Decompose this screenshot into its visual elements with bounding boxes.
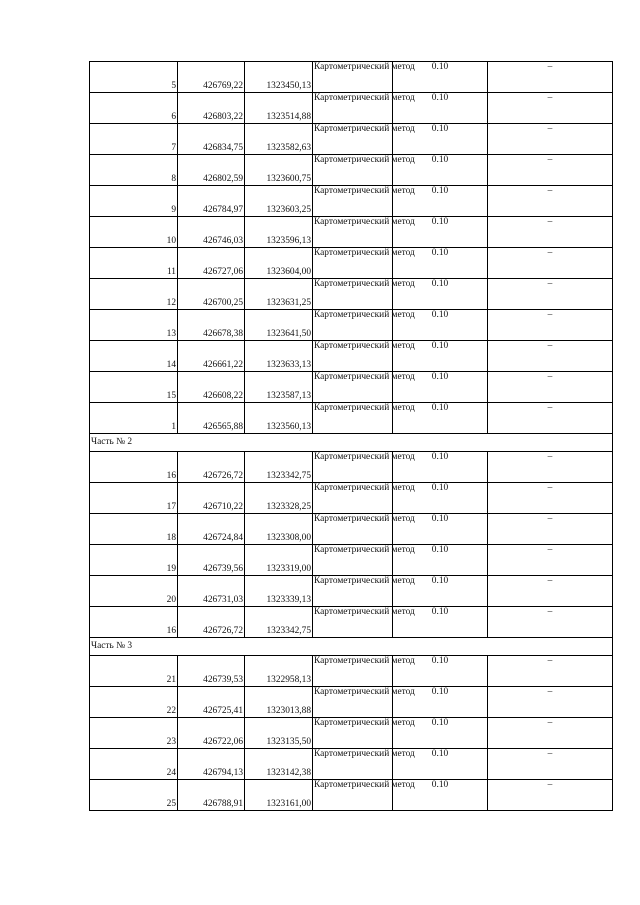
point-number: 25 [90,780,178,811]
determination-method: Картометрический метод [313,124,393,155]
point-description: – [488,310,613,341]
determination-method: Картометрический метод [313,403,393,434]
table-row [90,372,613,403]
point-description: – [488,372,613,403]
point-description: – [488,514,613,545]
table-row [90,155,613,186]
y-coordinate: 1323596,13 [245,217,313,248]
table-row [90,687,613,718]
precision-value: 0.10 [393,452,488,483]
x-coordinate: 426784,97 [178,186,245,217]
determination-method: Картометрический метод [313,62,393,93]
x-coordinate: 426725,41 [178,687,245,718]
x-coordinate: 426724,84 [178,514,245,545]
coordinates-table [89,61,613,811]
y-coordinate: 1323342,75 [245,607,313,638]
y-coordinate: 1323582,63 [245,124,313,155]
section-header-row [90,434,613,452]
x-coordinate: 426727,06 [178,248,245,279]
determination-method: Картометрический метод [313,514,393,545]
point-description: – [488,452,613,483]
point-number: 23 [90,718,178,749]
table-row [90,310,613,341]
precision-value: 0.10 [393,372,488,403]
table-row [90,545,613,576]
point-description: – [488,62,613,93]
determination-method: Картометрический метод [313,279,393,310]
x-coordinate: 426700,25 [178,279,245,310]
y-coordinate: 1323339,13 [245,576,313,607]
precision-value: 0.10 [393,607,488,638]
table-row [90,62,613,93]
table-row [90,780,613,811]
x-coordinate: 426726,72 [178,452,245,483]
point-number: 16 [90,452,178,483]
y-coordinate: 1323633,13 [245,341,313,372]
point-description: – [488,687,613,718]
table-row [90,248,613,279]
precision-value: 0.10 [393,749,488,780]
point-description: – [488,403,613,434]
determination-method: Картометрический метод [313,452,393,483]
table-row [90,718,613,749]
precision-value: 0.10 [393,545,488,576]
x-coordinate: 426803,22 [178,93,245,124]
determination-method: Картометрический метод [313,310,393,341]
determination-method: Картометрический метод [313,545,393,576]
table-row [90,217,613,248]
y-coordinate: 1323631,25 [245,279,313,310]
y-coordinate: 1323514,88 [245,93,313,124]
y-coordinate: 1323161,00 [245,780,313,811]
point-number: 12 [90,279,178,310]
y-coordinate: 1322958,13 [245,656,313,687]
x-coordinate: 426710,22 [178,483,245,514]
x-coordinate: 426746,03 [178,217,245,248]
point-description: – [488,341,613,372]
section-title: Часть № 3 [90,638,613,656]
precision-value: 0.10 [393,656,488,687]
point-number: 5 [90,62,178,93]
point-number: 1 [90,403,178,434]
x-coordinate: 426834,75 [178,124,245,155]
determination-method: Картометрический метод [313,780,393,811]
point-description: – [488,124,613,155]
table-row [90,656,613,687]
point-number: 18 [90,514,178,545]
table-row [90,607,613,638]
x-coordinate: 426802,59 [178,155,245,186]
precision-value: 0.10 [393,124,488,155]
point-description: – [488,718,613,749]
y-coordinate: 1323641,50 [245,310,313,341]
precision-value: 0.10 [393,514,488,545]
determination-method: Картометрический метод [313,93,393,124]
point-description: – [488,93,613,124]
point-description: – [488,545,613,576]
x-coordinate: 426769,22 [178,62,245,93]
table-row [90,341,613,372]
determination-method: Картометрический метод [313,718,393,749]
point-number: 7 [90,124,178,155]
precision-value: 0.10 [393,687,488,718]
precision-value: 0.10 [393,310,488,341]
y-coordinate: 1323135,50 [245,718,313,749]
point-description: – [488,248,613,279]
point-number: 6 [90,93,178,124]
precision-value: 0.10 [393,186,488,217]
point-description: – [488,780,613,811]
determination-method: Картометрический метод [313,687,393,718]
precision-value: 0.10 [393,93,488,124]
y-coordinate: 1323450,13 [245,62,313,93]
table-row [90,279,613,310]
precision-value: 0.10 [393,155,488,186]
x-coordinate: 426739,56 [178,545,245,576]
point-number: 11 [90,248,178,279]
y-coordinate: 1323342,75 [245,452,313,483]
determination-method: Картометрический метод [313,217,393,248]
point-description: – [488,656,613,687]
precision-value: 0.10 [393,483,488,514]
x-coordinate: 426678,38 [178,310,245,341]
precision-value: 0.10 [393,403,488,434]
table-row [90,452,613,483]
determination-method: Картометрический метод [313,341,393,372]
y-coordinate: 1323587,13 [245,372,313,403]
point-description: – [488,483,613,514]
point-number: 22 [90,687,178,718]
y-coordinate: 1323604,00 [245,248,313,279]
point-description: – [488,607,613,638]
table-row [90,93,613,124]
table-row [90,514,613,545]
point-description: – [488,186,613,217]
y-coordinate: 1323603,25 [245,186,313,217]
point-number: 16 [90,607,178,638]
table-row [90,186,613,217]
point-description: – [488,279,613,310]
point-number: 14 [90,341,178,372]
x-coordinate: 426794,13 [178,749,245,780]
precision-value: 0.10 [393,279,488,310]
point-description: – [488,576,613,607]
point-description: – [488,217,613,248]
point-number: 13 [90,310,178,341]
precision-value: 0.10 [393,718,488,749]
point-number: 19 [90,545,178,576]
x-coordinate: 426661,22 [178,341,245,372]
determination-method: Картометрический метод [313,186,393,217]
point-number: 10 [90,217,178,248]
determination-method: Картометрический метод [313,576,393,607]
point-number: 21 [90,656,178,687]
x-coordinate: 426788,91 [178,780,245,811]
y-coordinate: 1323142,38 [245,749,313,780]
point-number: 24 [90,749,178,780]
table-row [90,749,613,780]
point-number: 20 [90,576,178,607]
x-coordinate: 426722,06 [178,718,245,749]
determination-method: Картометрический метод [313,607,393,638]
section-title: Часть № 2 [90,434,613,452]
precision-value: 0.10 [393,341,488,372]
y-coordinate: 1323328,25 [245,483,313,514]
table-row [90,576,613,607]
table-row [90,483,613,514]
point-number: 8 [90,155,178,186]
y-coordinate: 1323319,00 [245,545,313,576]
precision-value: 0.10 [393,217,488,248]
x-coordinate: 426726,72 [178,607,245,638]
x-coordinate: 426608,22 [178,372,245,403]
y-coordinate: 1323600,75 [245,155,313,186]
determination-method: Картометрический метод [313,155,393,186]
point-number: 9 [90,186,178,217]
y-coordinate: 1323013,88 [245,687,313,718]
point-description: – [488,749,613,780]
x-coordinate: 426731,03 [178,576,245,607]
section-header-row [90,638,613,656]
determination-method: Картометрический метод [313,656,393,687]
point-number: 15 [90,372,178,403]
table-row [90,124,613,155]
determination-method: Картометрический метод [313,248,393,279]
precision-value: 0.10 [393,62,488,93]
determination-method: Картометрический метод [313,749,393,780]
x-coordinate: 426739,53 [178,656,245,687]
precision-value: 0.10 [393,780,488,811]
precision-value: 0.10 [393,576,488,607]
point-number: 17 [90,483,178,514]
y-coordinate: 1323308,00 [245,514,313,545]
precision-value: 0.10 [393,248,488,279]
table-row [90,403,613,434]
y-coordinate: 1323560,13 [245,403,313,434]
determination-method: Картометрический метод [313,372,393,403]
point-description: – [488,155,613,186]
x-coordinate: 426565,88 [178,403,245,434]
determination-method: Картометрический метод [313,483,393,514]
